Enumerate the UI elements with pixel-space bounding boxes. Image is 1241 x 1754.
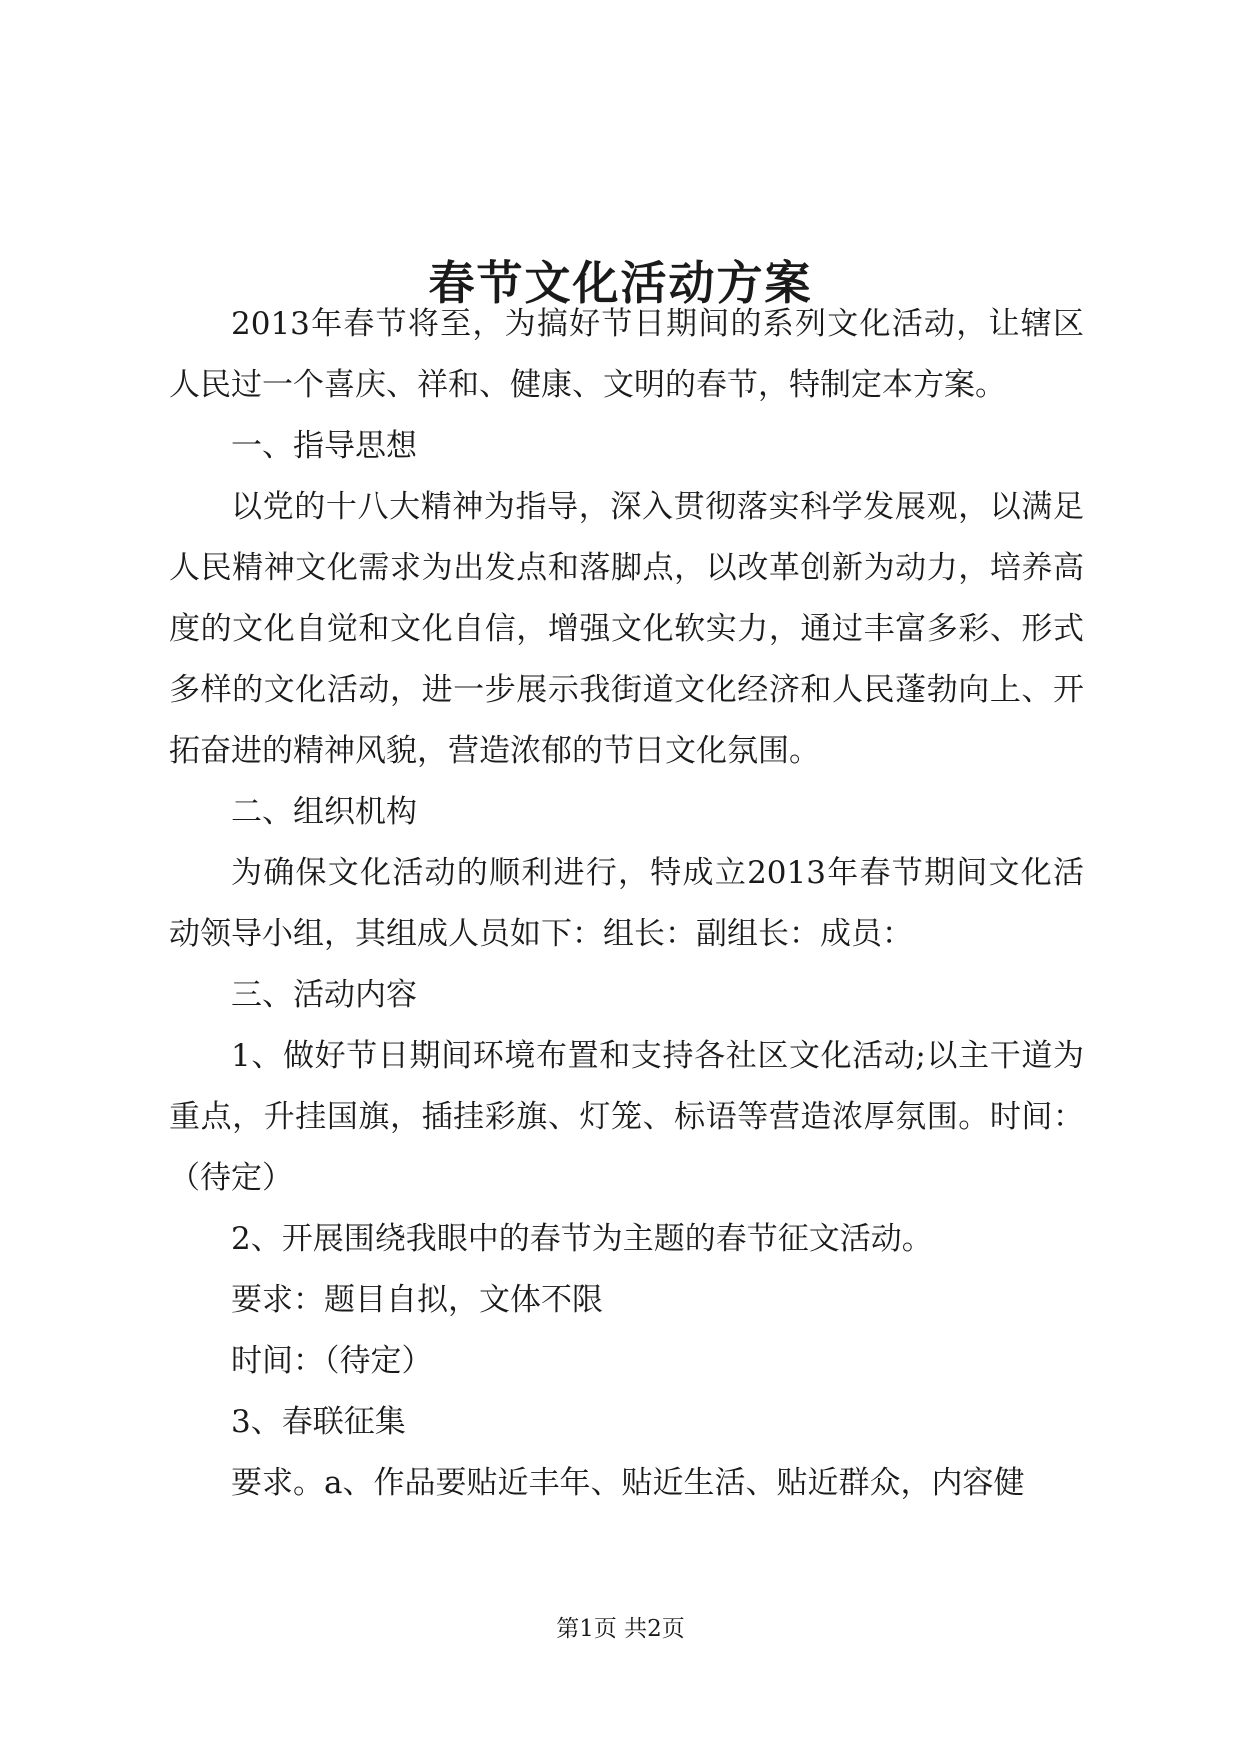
guiding-ideology-paragraph: 以党的十八大精神为指导，深入贯彻落实科学发展观，以满足人民精神文化需求为出发点和落脚点，以改革创新为动力，培养高度的文化自觉和文化自信，增强文化软实力，通过丰富多彩、形式多样的文化活动，进一步展示我街道文化经济和人民蓬勃向上、开拓奋进的精神风貌，营造浓郁的节日文化氛围。 [169,489,1084,769]
intro-paragraph: 2013年春节将至，为搞好节日期间的系列文化活动，让辖区人民过一个喜庆、祥和、健康、文明的春节，特制定本方案。 [169,306,1084,403]
document-body [169,294,1084,1514]
document-title: 春节文化活动方案 [428,255,813,310]
section-heading-organization: 二、组织机构 [231,794,417,830]
activity-item-1: 1、做好节日期间环境布置和支持各社区文化活动;以主干道为重点，升挂国旗，插挂彩旗、灯笼、标语等营造浓厚氛围。时间：（待定） [169,1038,1084,1196]
section-heading-activities: 三、活动内容 [231,977,417,1013]
activity-3-requirement: 要求。a、作品要贴近丰年、贴近生活、贴近群众，内容健 [231,1465,1025,1501]
activity-2-requirement: 要求：题目自拟，文体不限 [231,1282,603,1318]
organization-paragraph: 为确保文化活动的顺利进行，特成立2013年春节期间文化活动领导小组，其组成人员如下：组长：副组长：成员： [169,855,1084,952]
activity-item-2: 2、开展围绕我眼中的春节为主题的春节征文活动。 [231,1221,933,1257]
section-heading-guiding-ideology: 一、指导思想 [231,428,417,464]
page-footer: 第1页 共2页 [556,1616,685,1642]
activity-2-time: 时间：（待定） [231,1343,433,1379]
activity-item-3: 3、春联征集 [231,1404,406,1440]
